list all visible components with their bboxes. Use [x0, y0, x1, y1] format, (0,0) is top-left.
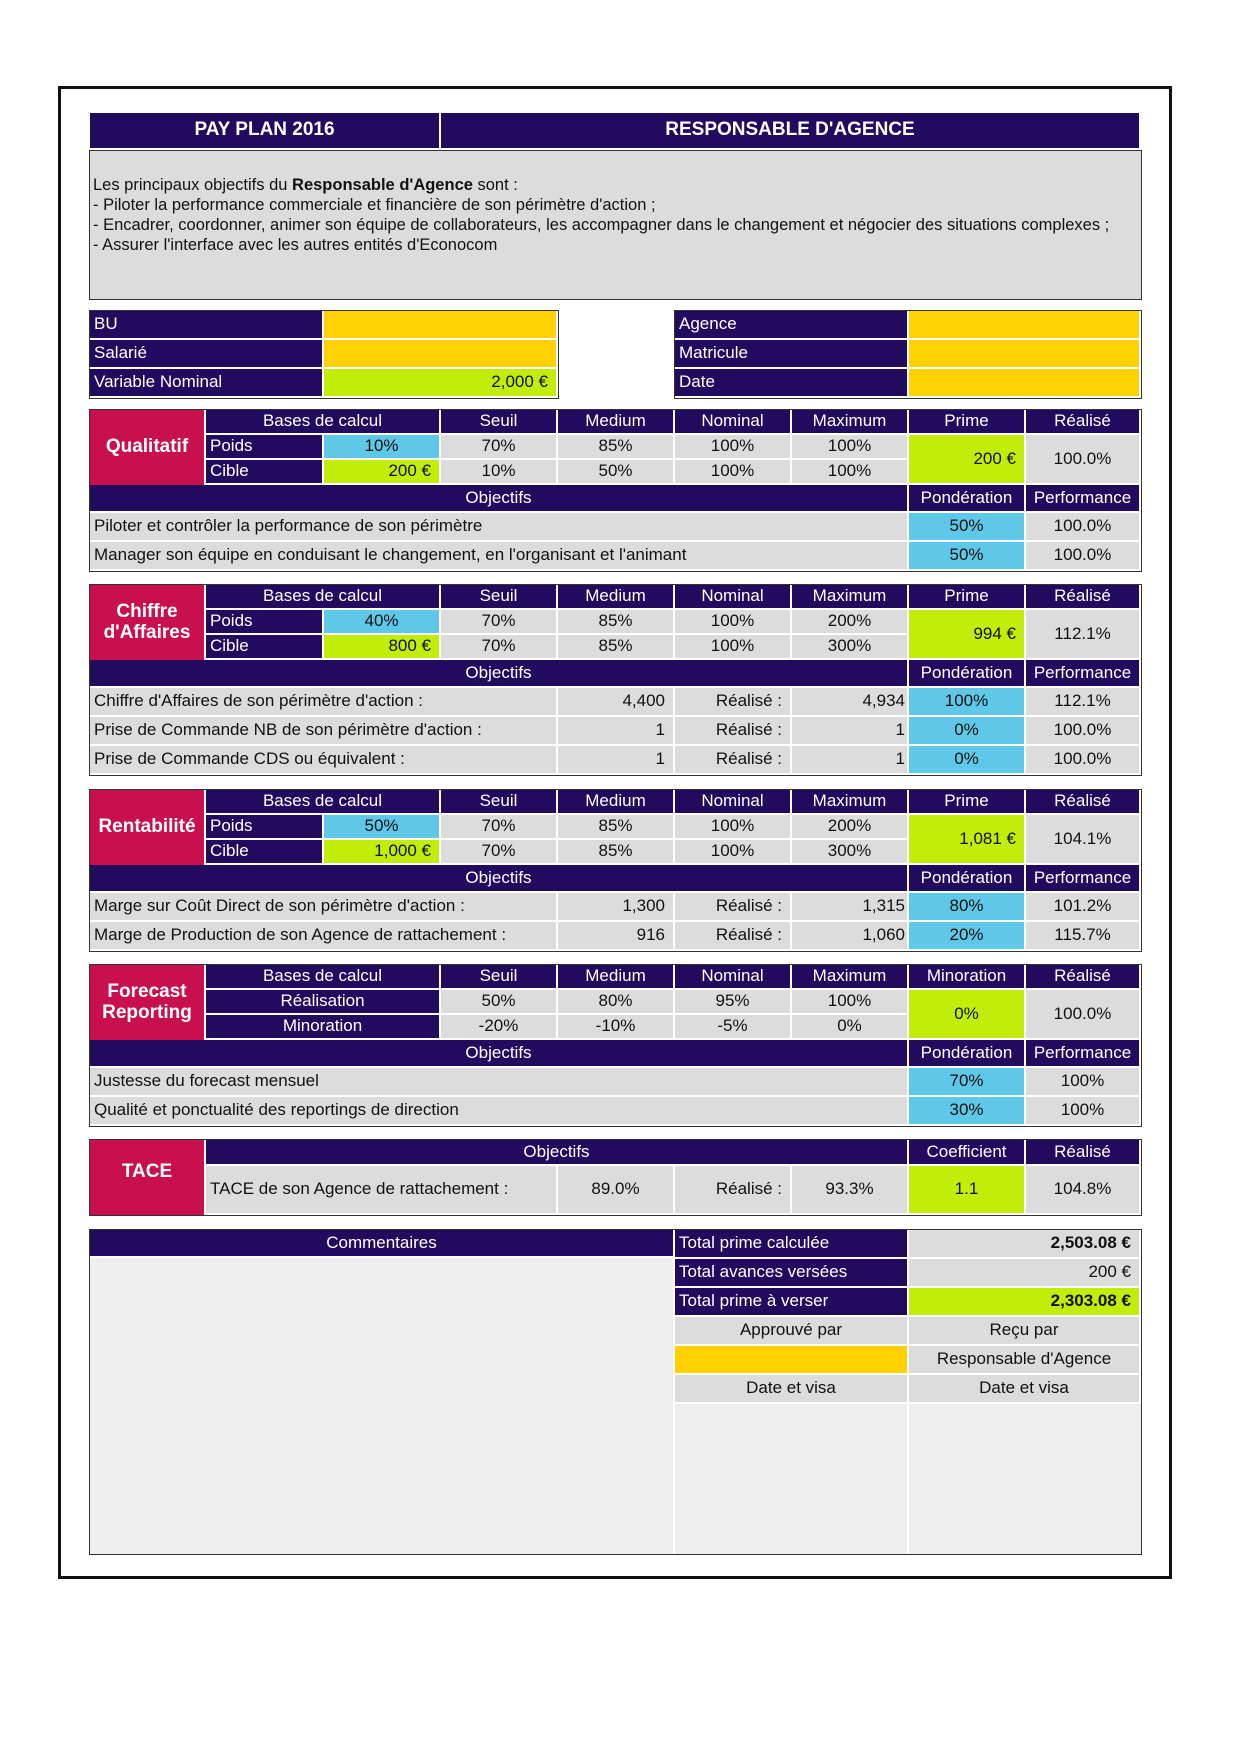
- seuil-header: Seuil: [441, 965, 558, 990]
- objective-actual: 1,315: [792, 893, 909, 922]
- realise-header: Réalisé: [1026, 585, 1141, 610]
- objective-target: 916: [558, 922, 675, 951]
- commentaires-header: Commentaires: [90, 1230, 675, 1258]
- cible-medium: 50%: [558, 460, 675, 485]
- date-field[interactable]: [909, 369, 1141, 398]
- bases-header: Bases de calcul: [206, 410, 441, 435]
- realise-colon: Réalisé :: [675, 922, 792, 951]
- cible-medium: 85%: [558, 635, 675, 660]
- cible-nominal: 100%: [675, 460, 792, 485]
- medium-header: Medium: [558, 965, 675, 990]
- approuve-field[interactable]: [675, 1346, 909, 1375]
- objective-performance: 100.0%: [1026, 542, 1141, 571]
- verser-label: Total prime à verser: [675, 1288, 909, 1317]
- minoration-header: Minoration: [909, 965, 1026, 990]
- objective-performance: 100.0%: [1026, 513, 1141, 542]
- agence-field[interactable]: [909, 311, 1141, 340]
- poids-label: Poids: [206, 610, 324, 635]
- poids-maximum: 200%: [792, 610, 909, 635]
- nominal-header: Nominal: [675, 790, 792, 815]
- approuve-signature-area[interactable]: [675, 1404, 909, 1554]
- total-calc-value: 2,503.08 €: [909, 1230, 1141, 1259]
- objectifs-header: Objectifs: [90, 485, 909, 513]
- realise-value: 100.0%: [1026, 990, 1141, 1040]
- realisation-nominal: 95%: [675, 990, 792, 1015]
- poids-seuil: 70%: [441, 610, 558, 635]
- poids-seuil: 70%: [441, 435, 558, 460]
- objective-label: Prise de Commande NB de son périmètre d'action :: [90, 717, 558, 746]
- recu-label: Reçu par: [909, 1317, 1141, 1346]
- objectifs-header: Objectifs: [206, 1140, 909, 1166]
- approuve-label: Approuvé par: [675, 1317, 909, 1346]
- intro-bullet: - Assurer l'interface avec les autres entités d'Econocom: [93, 236, 498, 254]
- realise-colon: Réalisé :: [675, 893, 792, 922]
- ponderation-header: Pondération: [909, 1040, 1026, 1068]
- realise-header: Réalisé: [1026, 790, 1141, 815]
- objective-target: 1,300: [558, 893, 675, 922]
- qualitatif-title: Qualitatif: [90, 410, 206, 485]
- objective-ponderation: 20%: [909, 922, 1026, 951]
- prime-header: Prime: [909, 790, 1026, 815]
- poids-medium: 85%: [558, 815, 675, 840]
- realisation-maximum: 100%: [792, 990, 909, 1015]
- cible-label: Cible: [206, 840, 324, 865]
- tace-label: TACE de son Agence de rattachement :: [206, 1166, 558, 1215]
- cible-maximum: 300%: [792, 840, 909, 865]
- objective-ponderation: 50%: [909, 513, 1026, 542]
- medium-header: Medium: [558, 585, 675, 610]
- cible-nominal: 100%: [675, 635, 792, 660]
- realise-header: Réalisé: [1026, 1140, 1141, 1166]
- date-visa-label: Date et visa: [909, 1375, 1141, 1404]
- objective-label: Chiffre d'Affaires de son périmètre d'action :: [90, 688, 558, 717]
- prime-value: 994 €: [909, 610, 1026, 660]
- poids-value: 10%: [324, 435, 441, 460]
- objectifs-header: Objectifs: [90, 865, 909, 893]
- cible-seuil: 10%: [441, 460, 558, 485]
- avances-label: Total avances versées: [675, 1259, 909, 1288]
- date-label: Date: [675, 369, 909, 398]
- poids-medium: 85%: [558, 610, 675, 635]
- objective-ponderation: 0%: [909, 717, 1026, 746]
- performance-header: Performance: [1026, 660, 1141, 688]
- tace-title: TACE: [90, 1140, 206, 1215]
- objectifs-header: Objectifs: [90, 660, 909, 688]
- responsable-label: Responsable d'Agence: [909, 1346, 1141, 1375]
- poids-maximum: 100%: [792, 435, 909, 460]
- realise-value: 104.1%: [1026, 815, 1141, 865]
- tace-actual: 93.3%: [792, 1166, 909, 1215]
- performance-header: Performance: [1026, 485, 1141, 513]
- cible-seuil: 70%: [441, 635, 558, 660]
- cible-nominal: 100%: [675, 840, 792, 865]
- realise-colon: Réalisé :: [675, 746, 792, 775]
- cible-seuil: 70%: [441, 840, 558, 865]
- tace-target: 89.0%: [558, 1166, 675, 1215]
- cible-value: 1,000 €: [324, 840, 441, 865]
- objective-performance: 100%: [1026, 1097, 1141, 1126]
- maximum-header: Maximum: [792, 965, 909, 990]
- maximum-header: Maximum: [792, 410, 909, 435]
- objective-performance: 115.7%: [1026, 922, 1141, 951]
- bu-label: BU: [90, 311, 324, 340]
- coefficient-header: Coefficient: [909, 1140, 1026, 1166]
- objective-ponderation: 80%: [909, 893, 1026, 922]
- objective-ponderation: 70%: [909, 1068, 1026, 1097]
- realisation-medium: 80%: [558, 990, 675, 1015]
- poids-value: 40%: [324, 610, 441, 635]
- poids-nominal: 100%: [675, 815, 792, 840]
- salarie-field[interactable]: [324, 340, 558, 369]
- total-calc-label: Total prime calculée: [675, 1230, 909, 1259]
- objective-ponderation: 30%: [909, 1097, 1026, 1126]
- objective-label: Marge sur Coût Direct de son périmètre d'action :: [90, 893, 558, 922]
- matricule-field[interactable]: [909, 340, 1141, 369]
- performance-header: Performance: [1026, 865, 1141, 893]
- objective-performance: 112.1%: [1026, 688, 1141, 717]
- objective-label: Prise de Commande CDS ou équivalent :: [90, 746, 558, 775]
- nominal-header: Nominal: [675, 585, 792, 610]
- objective-actual: 1: [792, 746, 909, 775]
- minoration-label: Minoration: [206, 1015, 441, 1040]
- maximum-header: Maximum: [792, 585, 909, 610]
- cible-maximum: 100%: [792, 460, 909, 485]
- nominal-header: Nominal: [675, 410, 792, 435]
- objective-target: 4,400: [558, 688, 675, 717]
- objective-label: Marge de Production de son Agence de rattachement :: [90, 922, 558, 951]
- plan-title: PAY PLAN 2016: [90, 113, 441, 150]
- variable-value: 2,000 €: [324, 369, 558, 398]
- medium-header: Medium: [558, 790, 675, 815]
- poids-seuil: 70%: [441, 815, 558, 840]
- ponderation-header: Pondération: [909, 865, 1026, 893]
- objective-performance: 100%: [1026, 1068, 1141, 1097]
- bases-header: Bases de calcul: [206, 965, 441, 990]
- tace-coefficient: 1.1: [909, 1166, 1026, 1215]
- seuil-header: Seuil: [441, 410, 558, 435]
- commentaires-area[interactable]: [90, 1258, 675, 1554]
- avances-value: 200 €: [909, 1259, 1141, 1288]
- date-visa-label: Date et visa: [675, 1375, 909, 1404]
- performance-header: Performance: [1026, 1040, 1141, 1068]
- objective-label: Manager son équipe en conduisant le changement, en l'organisant et l'animant: [90, 542, 909, 571]
- medium-header: Medium: [558, 410, 675, 435]
- prime-header: Prime: [909, 410, 1026, 435]
- objective-performance: 101.2%: [1026, 893, 1141, 922]
- ca-title: Chiffre d'Affaires: [90, 585, 206, 660]
- forecast-title: Forecast Reporting: [90, 965, 206, 1040]
- salarie-label: Salarié: [90, 340, 324, 369]
- intro-bullet: - Piloter la performance commerciale et financière de son périmètre d'action ;: [93, 196, 656, 214]
- bases-header: Bases de calcul: [206, 585, 441, 610]
- intro-text: Les principaux objectifs du Responsable d'Agence sont : - Piloter la performance commerciale et financière de son périmètre d'action ; - Encadrer, coordonner, animer son équipe de collaborateurs, les accompagner dans le changement et négocier des situations complexes ; - Assurer l'interface avec les autres entités d'Econocom: [90, 151, 1141, 299]
- recu-signature-area[interactable]: [909, 1404, 1141, 1554]
- nominal-header: Nominal: [675, 965, 792, 990]
- realise-colon: Réalisé :: [675, 717, 792, 746]
- cible-label: Cible: [206, 635, 324, 660]
- objective-actual: 1,060: [792, 922, 909, 951]
- prime-value: 200 €: [909, 435, 1026, 485]
- rentabilite-title: Rentabilité: [90, 790, 206, 865]
- poids-value: 50%: [324, 815, 441, 840]
- cible-value: 200 €: [324, 460, 441, 485]
- role-title: RESPONSABLE D'AGENCE: [441, 113, 1141, 150]
- objectifs-header: Objectifs: [90, 1040, 909, 1068]
- objective-performance: 100.0%: [1026, 717, 1141, 746]
- agence-label: Agence: [675, 311, 909, 340]
- minoration-value: 0%: [909, 990, 1026, 1040]
- ponderation-header: Pondération: [909, 485, 1026, 513]
- realise-header: Réalisé: [1026, 410, 1141, 435]
- realise-value: 112.1%: [1026, 610, 1141, 660]
- objective-label: Piloter et contrôler la performance de son périmètre: [90, 513, 909, 542]
- poids-nominal: 100%: [675, 435, 792, 460]
- intro-bullet: - Encadrer, coordonner, animer son équipe de collaborateurs, les accompagner dans le changement et négocier des situations complexes ;: [93, 216, 1110, 234]
- verser-value: 2,303.08 €: [909, 1288, 1141, 1317]
- objective-ponderation: 100%: [909, 688, 1026, 717]
- realise-header: Réalisé: [1026, 965, 1141, 990]
- objective-actual: 4,934: [792, 688, 909, 717]
- poids-label: Poids: [206, 435, 324, 460]
- cible-label: Cible: [206, 460, 324, 485]
- prime-value: 1,081 €: [909, 815, 1026, 865]
- poids-label: Poids: [206, 815, 324, 840]
- realisation-seuil: 50%: [441, 990, 558, 1015]
- objective-performance: 100.0%: [1026, 746, 1141, 775]
- objective-target: 1: [558, 717, 675, 746]
- objective-label: Qualité et ponctualité des reportings de direction: [90, 1097, 909, 1126]
- poids-medium: 85%: [558, 435, 675, 460]
- seuil-header: Seuil: [441, 790, 558, 815]
- realise-colon: Réalisé :: [675, 688, 792, 717]
- matricule-label: Matricule: [675, 340, 909, 369]
- objective-ponderation: 50%: [909, 542, 1026, 571]
- cible-maximum: 300%: [792, 635, 909, 660]
- poids-maximum: 200%: [792, 815, 909, 840]
- ponderation-header: Pondération: [909, 660, 1026, 688]
- objective-ponderation: 0%: [909, 746, 1026, 775]
- realise-colon: Réalisé :: [675, 1166, 792, 1215]
- minoration-maximum: 0%: [792, 1015, 909, 1040]
- cible-medium: 85%: [558, 840, 675, 865]
- bu-field[interactable]: [324, 311, 558, 340]
- variable-label: Variable Nominal: [90, 369, 324, 398]
- minoration-seuil: -20%: [441, 1015, 558, 1040]
- objective-target: 1: [558, 746, 675, 775]
- minoration-medium: -10%: [558, 1015, 675, 1040]
- objective-actual: 1: [792, 717, 909, 746]
- minoration-nominal: -5%: [675, 1015, 792, 1040]
- tace-realise: 104.8%: [1026, 1166, 1141, 1215]
- seuil-header: Seuil: [441, 585, 558, 610]
- objective-label: Justesse du forecast mensuel: [90, 1068, 909, 1097]
- bases-header: Bases de calcul: [206, 790, 441, 815]
- realise-value: 100.0%: [1026, 435, 1141, 485]
- cible-value: 800 €: [324, 635, 441, 660]
- prime-header: Prime: [909, 585, 1026, 610]
- maximum-header: Maximum: [792, 790, 909, 815]
- poids-nominal: 100%: [675, 610, 792, 635]
- realisation-label: Réalisation: [206, 990, 441, 1015]
